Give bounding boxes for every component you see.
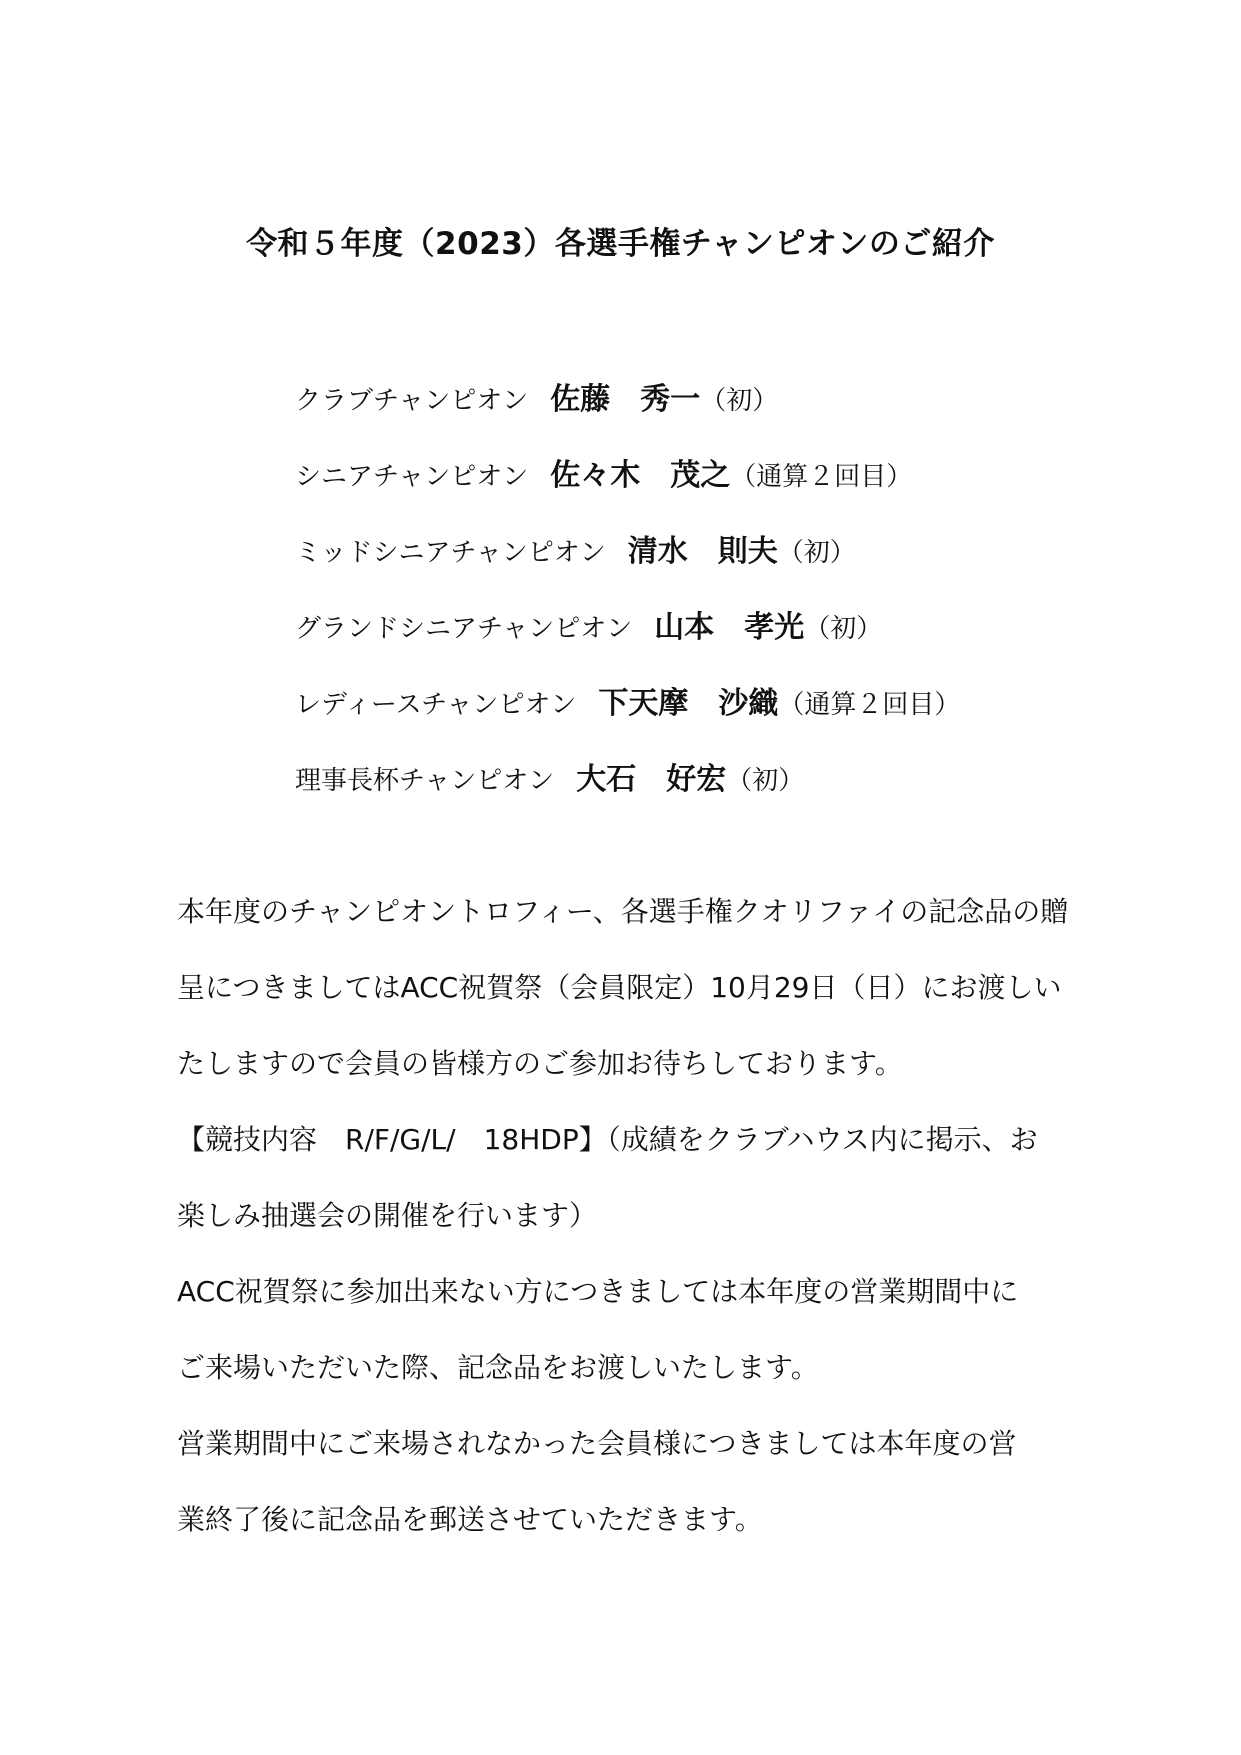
champion-note: （初） — [700, 386, 779, 416]
champion-row — [295, 682, 960, 758]
champion-category: レディースチャンピオン — [295, 690, 577, 720]
body-line: 本年度のチャンピオントロフィー、各選手権クオリファイの記念品の贈 — [177, 895, 1069, 928]
body-line: 楽しみ抽選会の開催を行います） — [177, 1199, 598, 1232]
champion-list — [295, 378, 960, 834]
champion-name: 佐々木 茂之 — [550, 458, 731, 493]
body-line: 呈につきましてはACC祝賀祭（会員限定）10月29日（日）にお渡しい — [177, 971, 1062, 1004]
champion-note: （初） — [804, 614, 883, 644]
champion-row — [295, 758, 960, 834]
body-line: ACC祝賀祭に参加出来ない方につきましては本年度の営業期間中に — [177, 1275, 1019, 1308]
champion-name: 大石 好宏 — [576, 762, 727, 797]
body-line: ご来場いただいた際、記念品をお渡しいたします。 — [177, 1351, 819, 1384]
body-line: 営業期間中にご来場されなかった会員様につきましては本年度の営 — [177, 1427, 1017, 1460]
champion-category: クラブチャンピオン — [295, 386, 529, 416]
champion-category: 理事長杯チャンピオン — [295, 766, 555, 796]
champion-note: （初） — [726, 766, 805, 796]
body-line: 業終了後に記念品を郵送させていただきます。 — [177, 1503, 763, 1536]
champion-row — [295, 454, 960, 530]
champion-name: 清水 則夫 — [627, 534, 778, 569]
page-title: 令和５年度（2023）各選手権チャンピオンのご紹介 — [246, 226, 995, 262]
champion-note: （通算２回目） — [778, 690, 961, 720]
body-line: たしますので会員の皆様方のご参加お待ちしております。 — [177, 1047, 903, 1080]
champion-row — [295, 378, 960, 454]
champion-note: （通算２回目） — [730, 462, 913, 492]
body-line: 【競技内容 R/F/G/L/ 18HDP】（成績をクラブハウス内に掲示、お — [177, 1123, 1038, 1156]
champion-row — [295, 530, 960, 606]
champion-note: （初） — [777, 538, 856, 568]
champion-category: シニアチャンピオン — [295, 462, 529, 492]
champion-category: ミッドシニアチャンピオン — [295, 538, 606, 568]
body-paragraph — [177, 890, 1077, 1574]
champion-row — [295, 606, 960, 682]
champion-category: グランドシニアチャンピオン — [295, 614, 633, 644]
champion-name: 下天摩 沙織 — [598, 686, 779, 721]
champion-name: 佐藤 秀一 — [550, 382, 701, 417]
champion-name: 山本 孝光 — [654, 610, 805, 645]
